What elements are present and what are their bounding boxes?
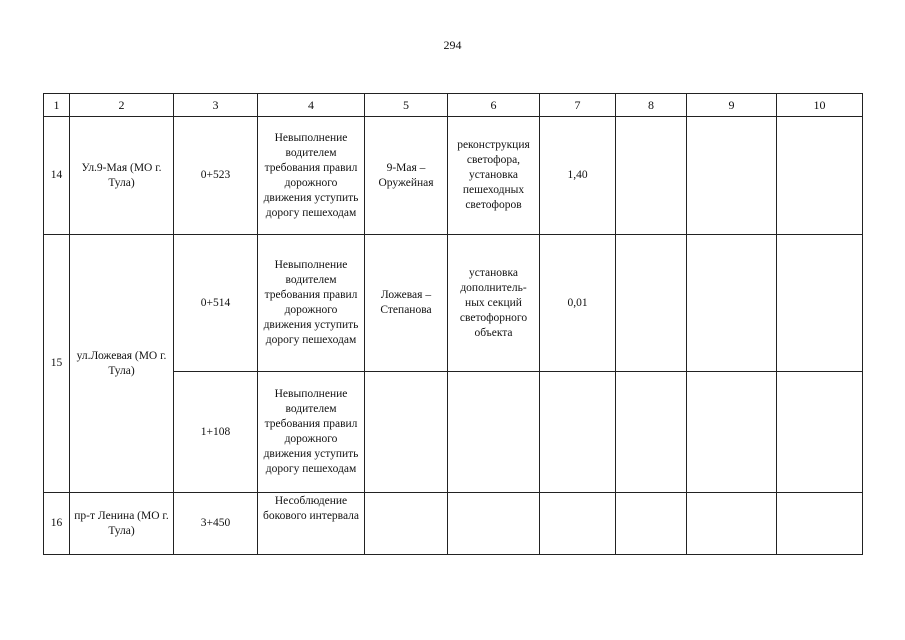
empty-cell <box>616 117 687 235</box>
table-row <box>44 117 863 235</box>
table-row <box>44 493 863 555</box>
header-cell: 8 <box>616 94 687 117</box>
cost-cell: 1,40 <box>540 117 616 235</box>
header-cell: 10 <box>777 94 863 117</box>
empty-cell <box>687 235 777 372</box>
header-cell: 5 <box>365 94 448 117</box>
empty-cell <box>540 493 616 555</box>
empty-cell <box>687 493 777 555</box>
empty-cell <box>365 372 448 493</box>
km-cell: 1+108 <box>174 372 258 493</box>
violation-cell: Невыполнение водителем требования правил дорожного движения уступить дорогу пешеходам <box>258 372 365 493</box>
km-cell: 3+450 <box>174 493 258 555</box>
empty-cell <box>616 235 687 372</box>
empty-cell <box>687 372 777 493</box>
header-cell: 9 <box>687 94 777 117</box>
empty-cell <box>687 117 777 235</box>
measures-cell: установка дополнитель-ных секций светофорного объекта <box>448 235 540 372</box>
empty-cell <box>616 372 687 493</box>
row-number: 14 <box>44 117 70 235</box>
header-cell: 1 <box>44 94 70 117</box>
header-cell: 6 <box>448 94 540 117</box>
row-number: 16 <box>44 493 70 555</box>
empty-cell <box>448 493 540 555</box>
page-number: 294 <box>443 38 462 52</box>
header-cell: 4 <box>258 94 365 117</box>
empty-cell <box>777 235 863 372</box>
violation-cell: Невыполнение водителем требования правил дорожного движения уступить дорогу пешеходам <box>258 235 365 372</box>
header-cell: 2 <box>70 94 174 117</box>
km-cell: 0+514 <box>174 235 258 372</box>
street-cell: пр-т Ленина (МО г. Тула) <box>70 493 174 555</box>
empty-cell <box>777 372 863 493</box>
empty-cell <box>777 493 863 555</box>
measures-cell: реконструкция светофора, установка пешеходных светофоров <box>448 117 540 235</box>
empty-cell <box>448 372 540 493</box>
header-cell: 7 <box>540 94 616 117</box>
intersection-cell: Ложевая – Степанова <box>365 235 448 372</box>
data-table <box>43 93 863 555</box>
cost-cell: 0,01 <box>540 235 616 372</box>
street-cell: Ул.9-Мая (МО г. Тула) <box>70 117 174 235</box>
empty-cell <box>540 372 616 493</box>
row-number: 15 <box>44 235 70 493</box>
header-row <box>44 94 863 117</box>
empty-cell <box>777 117 863 235</box>
empty-cell <box>365 493 448 555</box>
empty-cell <box>616 493 687 555</box>
table-row <box>44 235 863 372</box>
street-cell: ул.Ложевая (МО г. Тула) <box>70 235 174 493</box>
header-cell: 3 <box>174 94 258 117</box>
violation-cell: Несоблюдение бокового интервала <box>258 493 365 555</box>
km-cell: 0+523 <box>174 117 258 235</box>
violation-cell: Невыполнение водителем требования правил дорожного движения уступить дорогу пешеходам <box>258 117 365 235</box>
intersection-cell: 9-Мая – Оружейная <box>365 117 448 235</box>
